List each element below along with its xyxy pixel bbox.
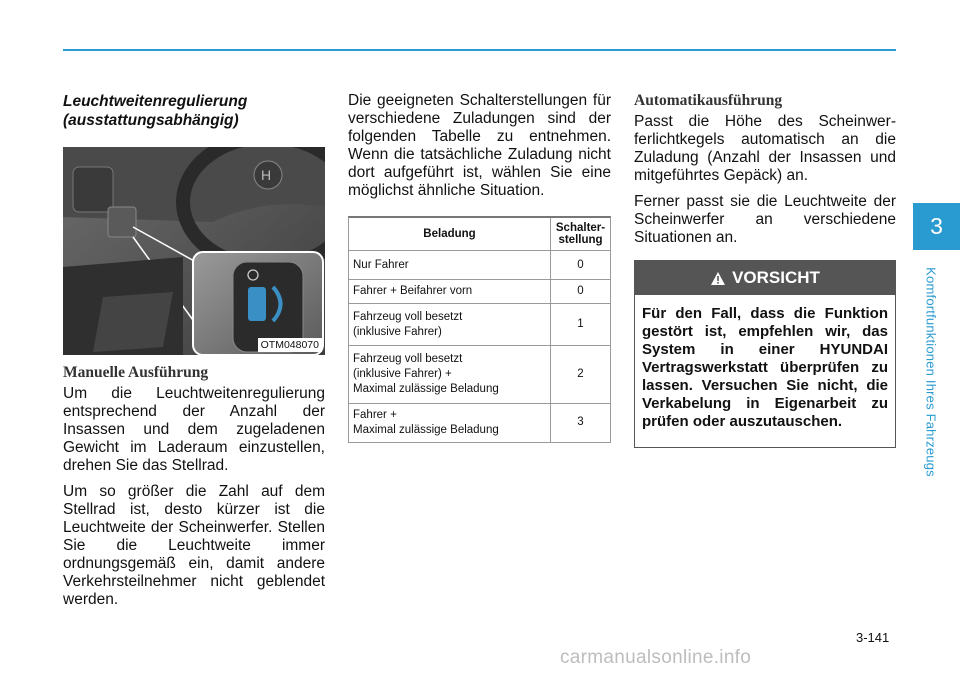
dashboard-illustration [63, 147, 325, 355]
table-row [349, 280, 610, 304]
caution-text: Für den Fall, dass die Funktion gestört ist, empfehlen wir, das System in einer HYUNDAI Vertragswerkstatt überprüfen zu lassen. Versuchen Sie nicht, die Verkabelung in Eigenarbeit zu prüfen oder auszutauschen. [642, 305, 888, 430]
table-row [349, 404, 610, 442]
headlamp-leveling-figure [63, 147, 325, 355]
top-rule [63, 49, 896, 51]
paragraph: Passt die Höhe des Scheinwerferlichtkegels automatisch an die Zuladung (Anzahl der Insassen und mitgeführtes Gepäck) an. [634, 113, 896, 184]
chapter-tab: 3 [913, 203, 960, 250]
paragraph: Um so größer die Zahl auf dem Stellrad ist, desto kürzer ist die Leuchtweite der Scheinwerfer. Stellen Sie die Leuchtweite immer ordnungsgemäß ein, damit andere Verkehrsteilnehmer nicht geblendet werden. [63, 483, 325, 608]
table-row [349, 346, 610, 404]
paragraph: Ferner passt sie die Leuchtweite der Scheinwerfer an verschiedene Situationen an. [634, 193, 896, 246]
manual-version-heading: Manuelle Ausführung [63, 364, 209, 381]
load-cell: Fahrzeug voll besetzt (inklusive Fahrer) [349, 304, 551, 346]
position-cell: 0 [551, 251, 611, 280]
caution-header [635, 261, 895, 295]
automatic-version-heading: Automatikausführung [634, 92, 783, 109]
column-3 [634, 92, 896, 448]
load-table [348, 216, 611, 443]
load-cell: Fahrzeug voll besetzt (inklusive Fahrer) + Maximal zulässige Beladung [349, 346, 551, 404]
table-header-row [349, 218, 610, 251]
column-2 [348, 92, 611, 443]
table-row [349, 251, 610, 280]
chapter-side-label [921, 256, 941, 488]
table-row [349, 304, 610, 346]
header-load: Beladung [349, 218, 551, 251]
svg-text:H: H [261, 167, 272, 183]
caution-box [634, 260, 896, 448]
column-1 [63, 92, 325, 617]
position-cell: 3 [577, 416, 584, 429]
warning-triangle-icon [710, 271, 726, 286]
watermark: carmanualsonline.info [560, 647, 752, 668]
position-cell: 2 [551, 346, 611, 404]
figure-caption: OTM048070 [258, 338, 322, 352]
section-heading: Leuchtweitenregulierung (ausstattungsabhängig) [63, 93, 248, 129]
page-number: 3-141 [856, 630, 890, 645]
load-cell: Fahrer + Beifahrer vorn [349, 280, 551, 304]
header-switch-position: Schalter- stellung [551, 218, 611, 251]
caution-title: VORSICHT [732, 268, 820, 287]
load-cell: Nur Fahrer [349, 251, 551, 280]
position-cell: 1 [551, 304, 611, 346]
chapter-title: Komfortfunktionen Ihres Fahrzeugs [923, 267, 939, 477]
load-cell: Fahrer + Maximal zulässige Beladung [349, 404, 551, 442]
paragraph: Um die Leuchtweitenregulierung entsprechend der Anzahl der Insassen und dem zugeladenen Gewicht im Laderaum einzustellen, drehen Sie das Stellrad. [63, 385, 325, 474]
table-intro: Die geeigneten Schalterstellungen für verschiedene Zuladungen sind der folgenden Tabelle zu entnehmen. Wenn die tatsächliche Zuladung nicht dort aufgeführt ist, wählen Sie eine möglichst ähnliche Situation. [348, 92, 611, 199]
position-cell: 0 [551, 280, 611, 304]
